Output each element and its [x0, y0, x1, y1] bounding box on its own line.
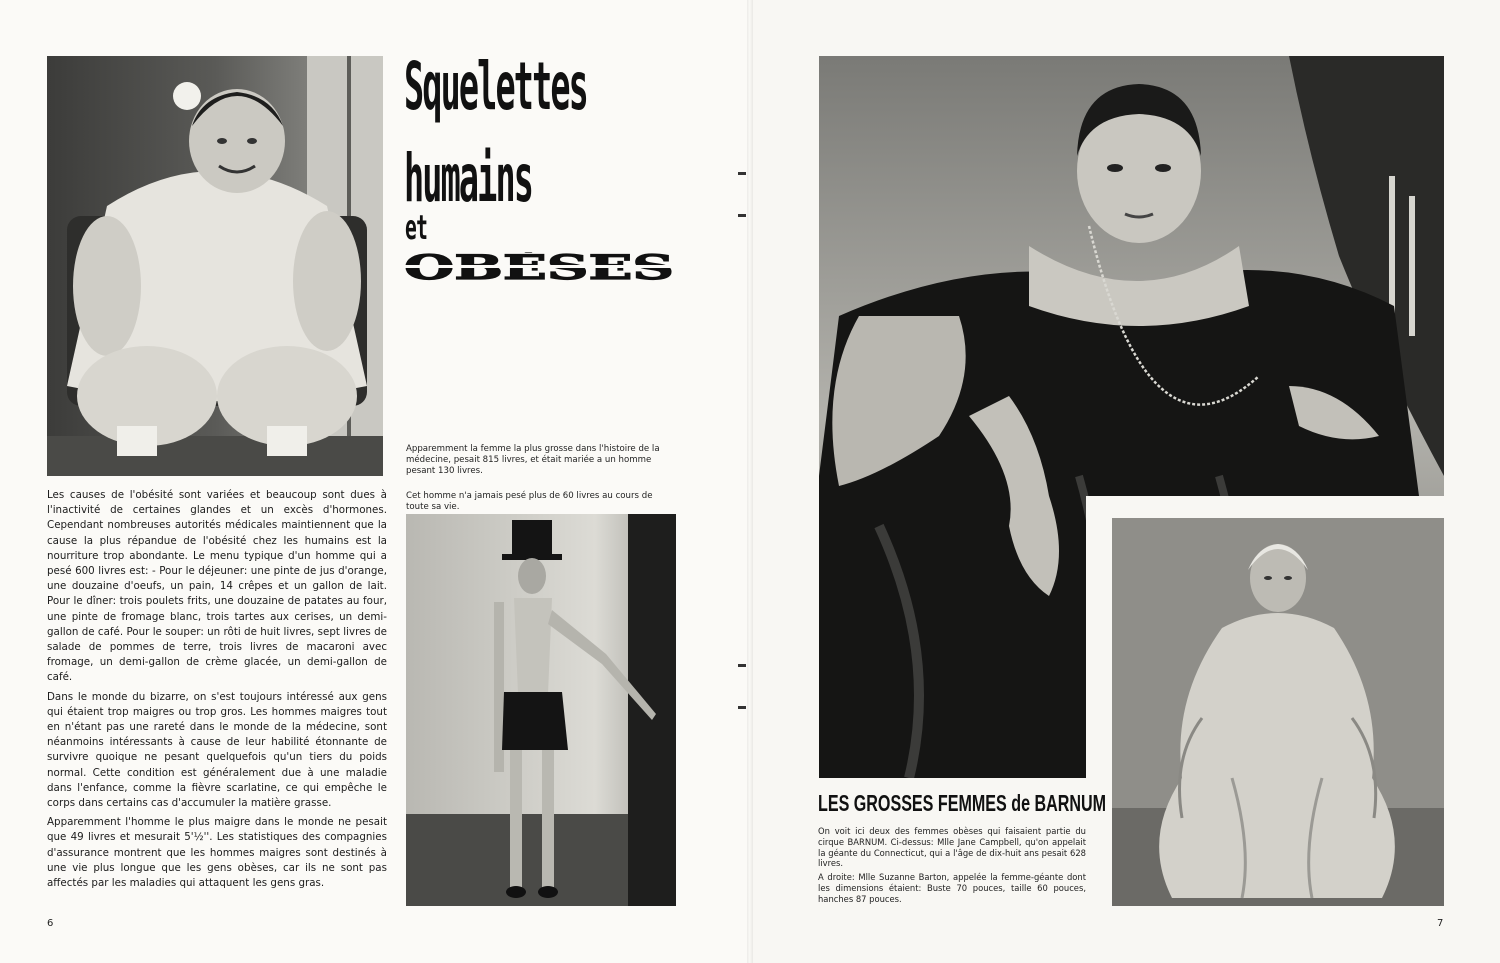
article-body [47, 488, 387, 895]
gutter-mark [738, 214, 746, 217]
barnum-caption [818, 826, 1086, 908]
photo-obese-woman-seated [47, 56, 383, 476]
title-line-3: et [405, 208, 428, 248]
caption-fattest-woman: Apparemment la femme la plus grosse dans l'histoire de la médecine, pesait 815 livres, et était mariée a un homme pesant 130 livres. [406, 444, 660, 476]
gutter [747, 0, 753, 963]
page-number-left: 6 [47, 918, 54, 929]
photo-suzanne-barton [1112, 518, 1444, 906]
svg-text:OBÈSES: OBÈSES [404, 252, 564, 282]
article-paragraph: Apparemment l'homme le plus maigre dans le monde ne pesait que 49 livres et mesurait 5'½''. Les statistiques des compagnies d'assurance montrent que les hommes maigres sont destinés à une vie plus longue que les gens obèses, car ils ne sont pas affectés par les maladies qui attaquent les gens gras. [47, 816, 387, 890]
barnum-caption-paragraph: A droite: Mlle Suzanne Barton, appelée la femme-géante dont les dimensions étaient: Buste 70 pouces, taille 60 pouces, hanches 87 pouces. [818, 872, 1086, 904]
gutter-mark [738, 172, 746, 175]
barnum-heading: LES GROSSES FEMMES de BARNUM [818, 790, 1107, 816]
photo-thin-man [406, 514, 676, 906]
caption-thin-man: Cet homme n'a jamais pesé plus de 60 livres au cours de toute sa vie. [406, 491, 653, 512]
title-line-2: humains [404, 140, 533, 217]
article-paragraph: Les causes de l'obésité sont variées et beaucoup sont dues à l'inactivité de certaines glandes et un excès d'hormones. Cependant nombreuses autorités médicales maintiennent que la cause la plus répandue de l'obésité chez les humains est la nourriture trop abondante. Le menu typique d'un homme qui a pesé 600 livres est: - Pour le déjeuner: une pinte de jus d'orange, une douzaine d'oeufs, un pain, 14 crêpes et un gallon de lait. Pour le dîner: trois poulets frits, une douzaine de patates au four, une pinte de fromage blanc, trois tartes aux cerises, un demi-gallon de café. Pour le souper: un rôti de huit livres, sept livres de salade de pommes de terre, trois livres de macaroni avec fromage, un demi-gallon de crème glacée, un demi-gallon de café. [47, 489, 387, 684]
page-number-right: 7 [1437, 918, 1444, 929]
article-paragraph: Dans le monde du bizarre, on s'est toujours intéressé aux gens qui étaient trop maigres ou trop gros. Les hommes maigres tout en n'étant pas une rareté dans le monde de la médecine, sont néanmoins intéressants à cause de leur habilité étonnante de survivre quoique ne pesant quelquefois qu'un tiers du poids normal. Cette condition est généralement due à une maladie dans l'enfance, comme la fièvre scarlatine, ce qui empêche le corps dans certains cas d'accumuler la matière grasse. [47, 690, 387, 810]
gutter-mark [738, 706, 746, 709]
title-line-1: Squelettes [404, 48, 587, 125]
barnum-caption-paragraph: On voit ici deux des femmes obèses qui faisaient partie du cirque BARNUM. Ci-dessus: Mlle Jane Campbell, qu'on appelait la géante du Connecticut, qui a l'âge de dix-huit ans pesait 628 livres. [818, 826, 1086, 869]
title-obeses [404, 252, 676, 282]
gutter-mark [738, 664, 746, 667]
